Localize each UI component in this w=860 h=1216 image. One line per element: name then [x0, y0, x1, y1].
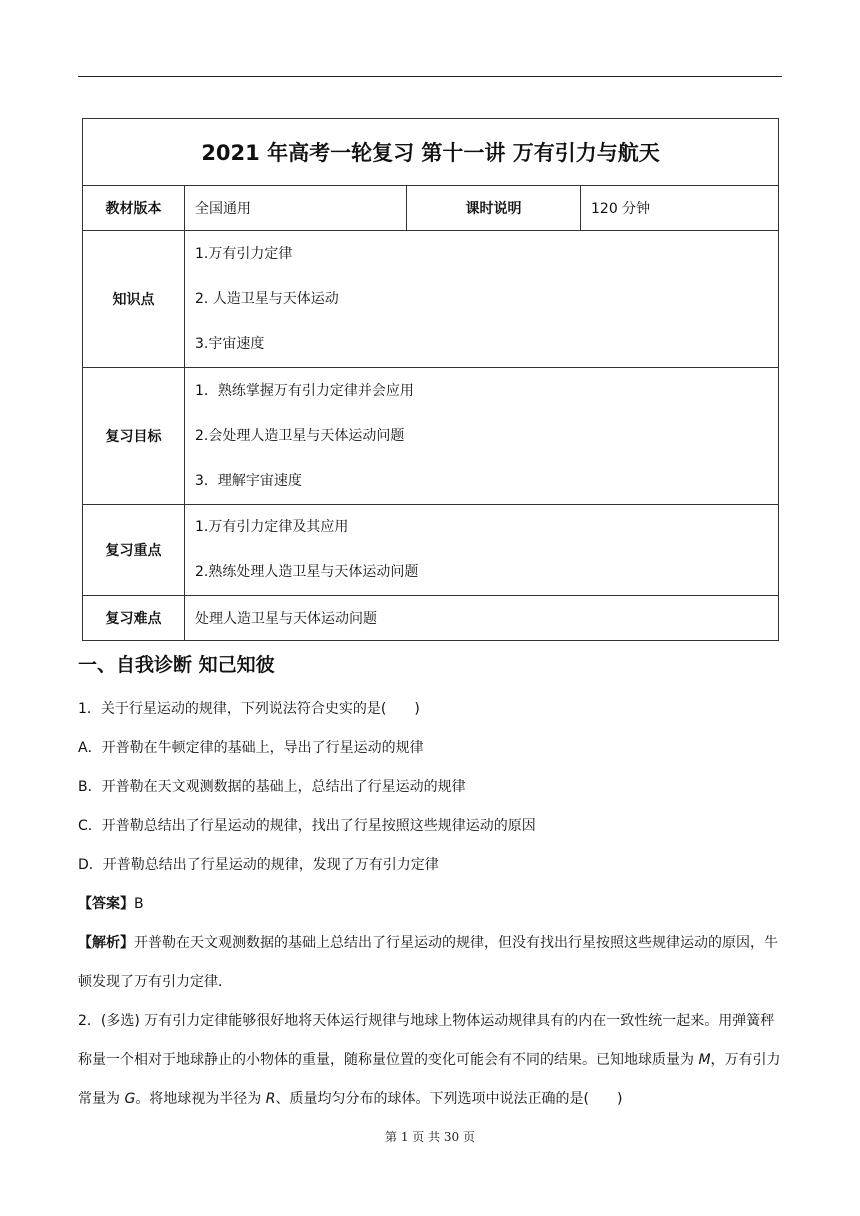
- goal-item: 2.会处理人造卫星与天体运动问题: [195, 427, 405, 444]
- answer-value: B: [134, 896, 144, 912]
- focus-label: 复习重点: [83, 505, 185, 596]
- page-footer: 第 1 页 共 30 页: [385, 1130, 475, 1144]
- self-diagnosis-section: [78, 648, 788, 1119]
- goals-label: 复习目标: [83, 368, 185, 505]
- question-1-answer: [78, 885, 788, 924]
- section-heading: 一、自我诊断 知己知彼: [78, 654, 275, 676]
- duration-label: 课时说明: [407, 186, 581, 231]
- question-2-text: 、质量均匀分布的球体。下列选项中说法正确的是( ): [275, 1091, 623, 1107]
- question-2-text: ，万有引力常量为: [78, 1052, 781, 1107]
- edition-label: 教材版本: [83, 186, 185, 231]
- difficulty-value: 处理人造卫星与天体运动问题: [185, 596, 779, 641]
- analysis-label: 【解析】: [78, 935, 134, 951]
- question-1-analysis: [78, 924, 788, 1002]
- var-m: M: [698, 1052, 711, 1068]
- question-1-option-d: D．开普勒总结出了行星运动的规律，发现了万有引力定律: [78, 857, 439, 873]
- answer-label: 【答案】: [78, 896, 134, 912]
- edition-value: 全国通用: [185, 186, 407, 231]
- focus-cell: [185, 505, 779, 596]
- var-r: R: [265, 1091, 276, 1107]
- focus-item: 1.万有引力定律及其应用: [195, 519, 349, 535]
- knowledge-item: 1.万有引力定律: [195, 245, 293, 262]
- knowledge-cell: [185, 231, 779, 368]
- goals-cell: [185, 368, 779, 505]
- focus-item: 2.熟练处理人造卫星与天体运动问题: [195, 564, 419, 580]
- difficulty-label: 复习难点: [83, 596, 185, 641]
- var-g: G: [124, 1091, 136, 1107]
- question-1-option-b: B．开普勒在天文观测数据的基础上，总结出了行星运动的规律: [78, 779, 466, 795]
- knowledge-label: 知识点: [83, 231, 185, 368]
- question-1-option-c: C．开普勒总结出了行星运动的规律，找出了行星按照这些规律运动的原因: [78, 818, 536, 834]
- analysis-text: 开普勒在天文观测数据的基础上总结出了行星运动的规律，但没有找出行星按照这些规律运动的原因，牛顿发现了万有引力定律．: [78, 935, 778, 990]
- lesson-info-table: [82, 118, 779, 641]
- goal-item: 3．理解宇宙速度: [195, 472, 302, 489]
- goal-item: 1．熟练掌握万有引力定律并会应用: [195, 382, 414, 399]
- knowledge-item: 3.宇宙速度: [195, 335, 265, 352]
- header-rule: [78, 76, 782, 77]
- question-2-text: 2．(多选) 万有引力定律能够很好地将天体运行规律与地球上物体运动规律具有的内在一致性统一起来。用弹簧秤称量一个相对于地球静止的小物体的重量，随称量位置的变化可能会有不同的结果。已知地球质量为: [78, 1013, 775, 1068]
- question-2-stem: [78, 1002, 788, 1119]
- knowledge-item: 2. 人造卫星与天体运动: [195, 290, 339, 307]
- question-1-stem: 1．关于行星运动的规律，下列说法符合史实的是( ): [78, 701, 420, 717]
- question-1-option-a: A．开普勒在牛顿定律的基础上，导出了行星运动的规律: [78, 740, 424, 756]
- lesson-title: 2021 年高考一轮复习 第十一讲 万有引力与航天: [83, 119, 779, 186]
- duration-value: 120 分钟: [581, 186, 779, 231]
- question-2-text: 。将地球视为半径为: [135, 1091, 266, 1107]
